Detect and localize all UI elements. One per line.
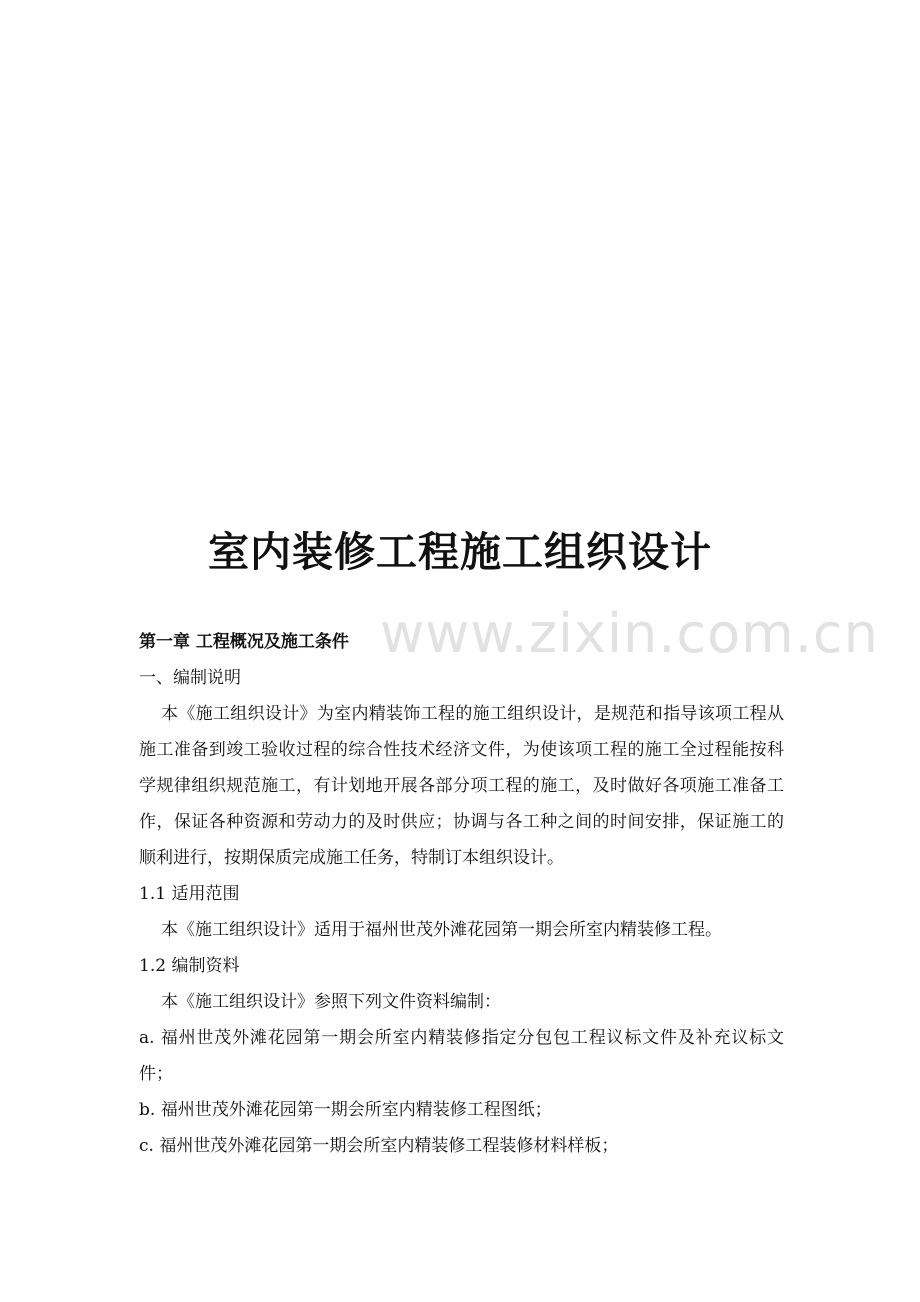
paragraph-preparation: 本《施工组织设计》为室内精装饰工程的施工组织设计，是规范和指导该项工程从施工准备到竣工验收过程的综合性技术经济文件，为使该项工程的施工全过程能按科学规律组织规范施工，有计划地开展各部分项工程的施工，及时做好各项施工准备工作，保证各种资源和劳动力的及时供应；协调与各工种之间的时间安排，保证施工的顺利进行，按期保质完成施工任务，特制订本组织设计。 xyxy=(139,704,784,868)
reference-item-a: a. 福州世茂外滩花园第一期会所室内精装修指定分包包工程议标文件及补充议标文件； xyxy=(139,1028,784,1084)
document-title: 室内装修工程施工组织设计 xyxy=(208,528,712,576)
paragraph-materials: 本《施工组织设计》参照下列文件资料编制： xyxy=(161,992,501,1012)
subsection-heading-scope: 1.1 适用范围 xyxy=(139,884,240,904)
paragraph-scope: 本《施工组织设计》适用于福州世茂外滩花园第一期会所室内精装修工程。 xyxy=(161,920,722,940)
watermark-text: www.zixin.com.cn xyxy=(380,602,879,665)
reference-item-c: c. 福州世茂外滩花园第一期会所室内精装修工程装修材料样板； xyxy=(139,1136,619,1156)
chapter-heading: 第一章 工程概况及施工条件 xyxy=(139,632,349,652)
subsection-heading-materials: 1.2 编制资料 xyxy=(139,956,240,976)
reference-item-b: b. 福州世茂外滩花园第一期会所室内精装修工程图纸； xyxy=(139,1100,552,1120)
section-heading-preparation: 一、编制说明 xyxy=(139,668,241,688)
document-body xyxy=(139,624,784,1164)
